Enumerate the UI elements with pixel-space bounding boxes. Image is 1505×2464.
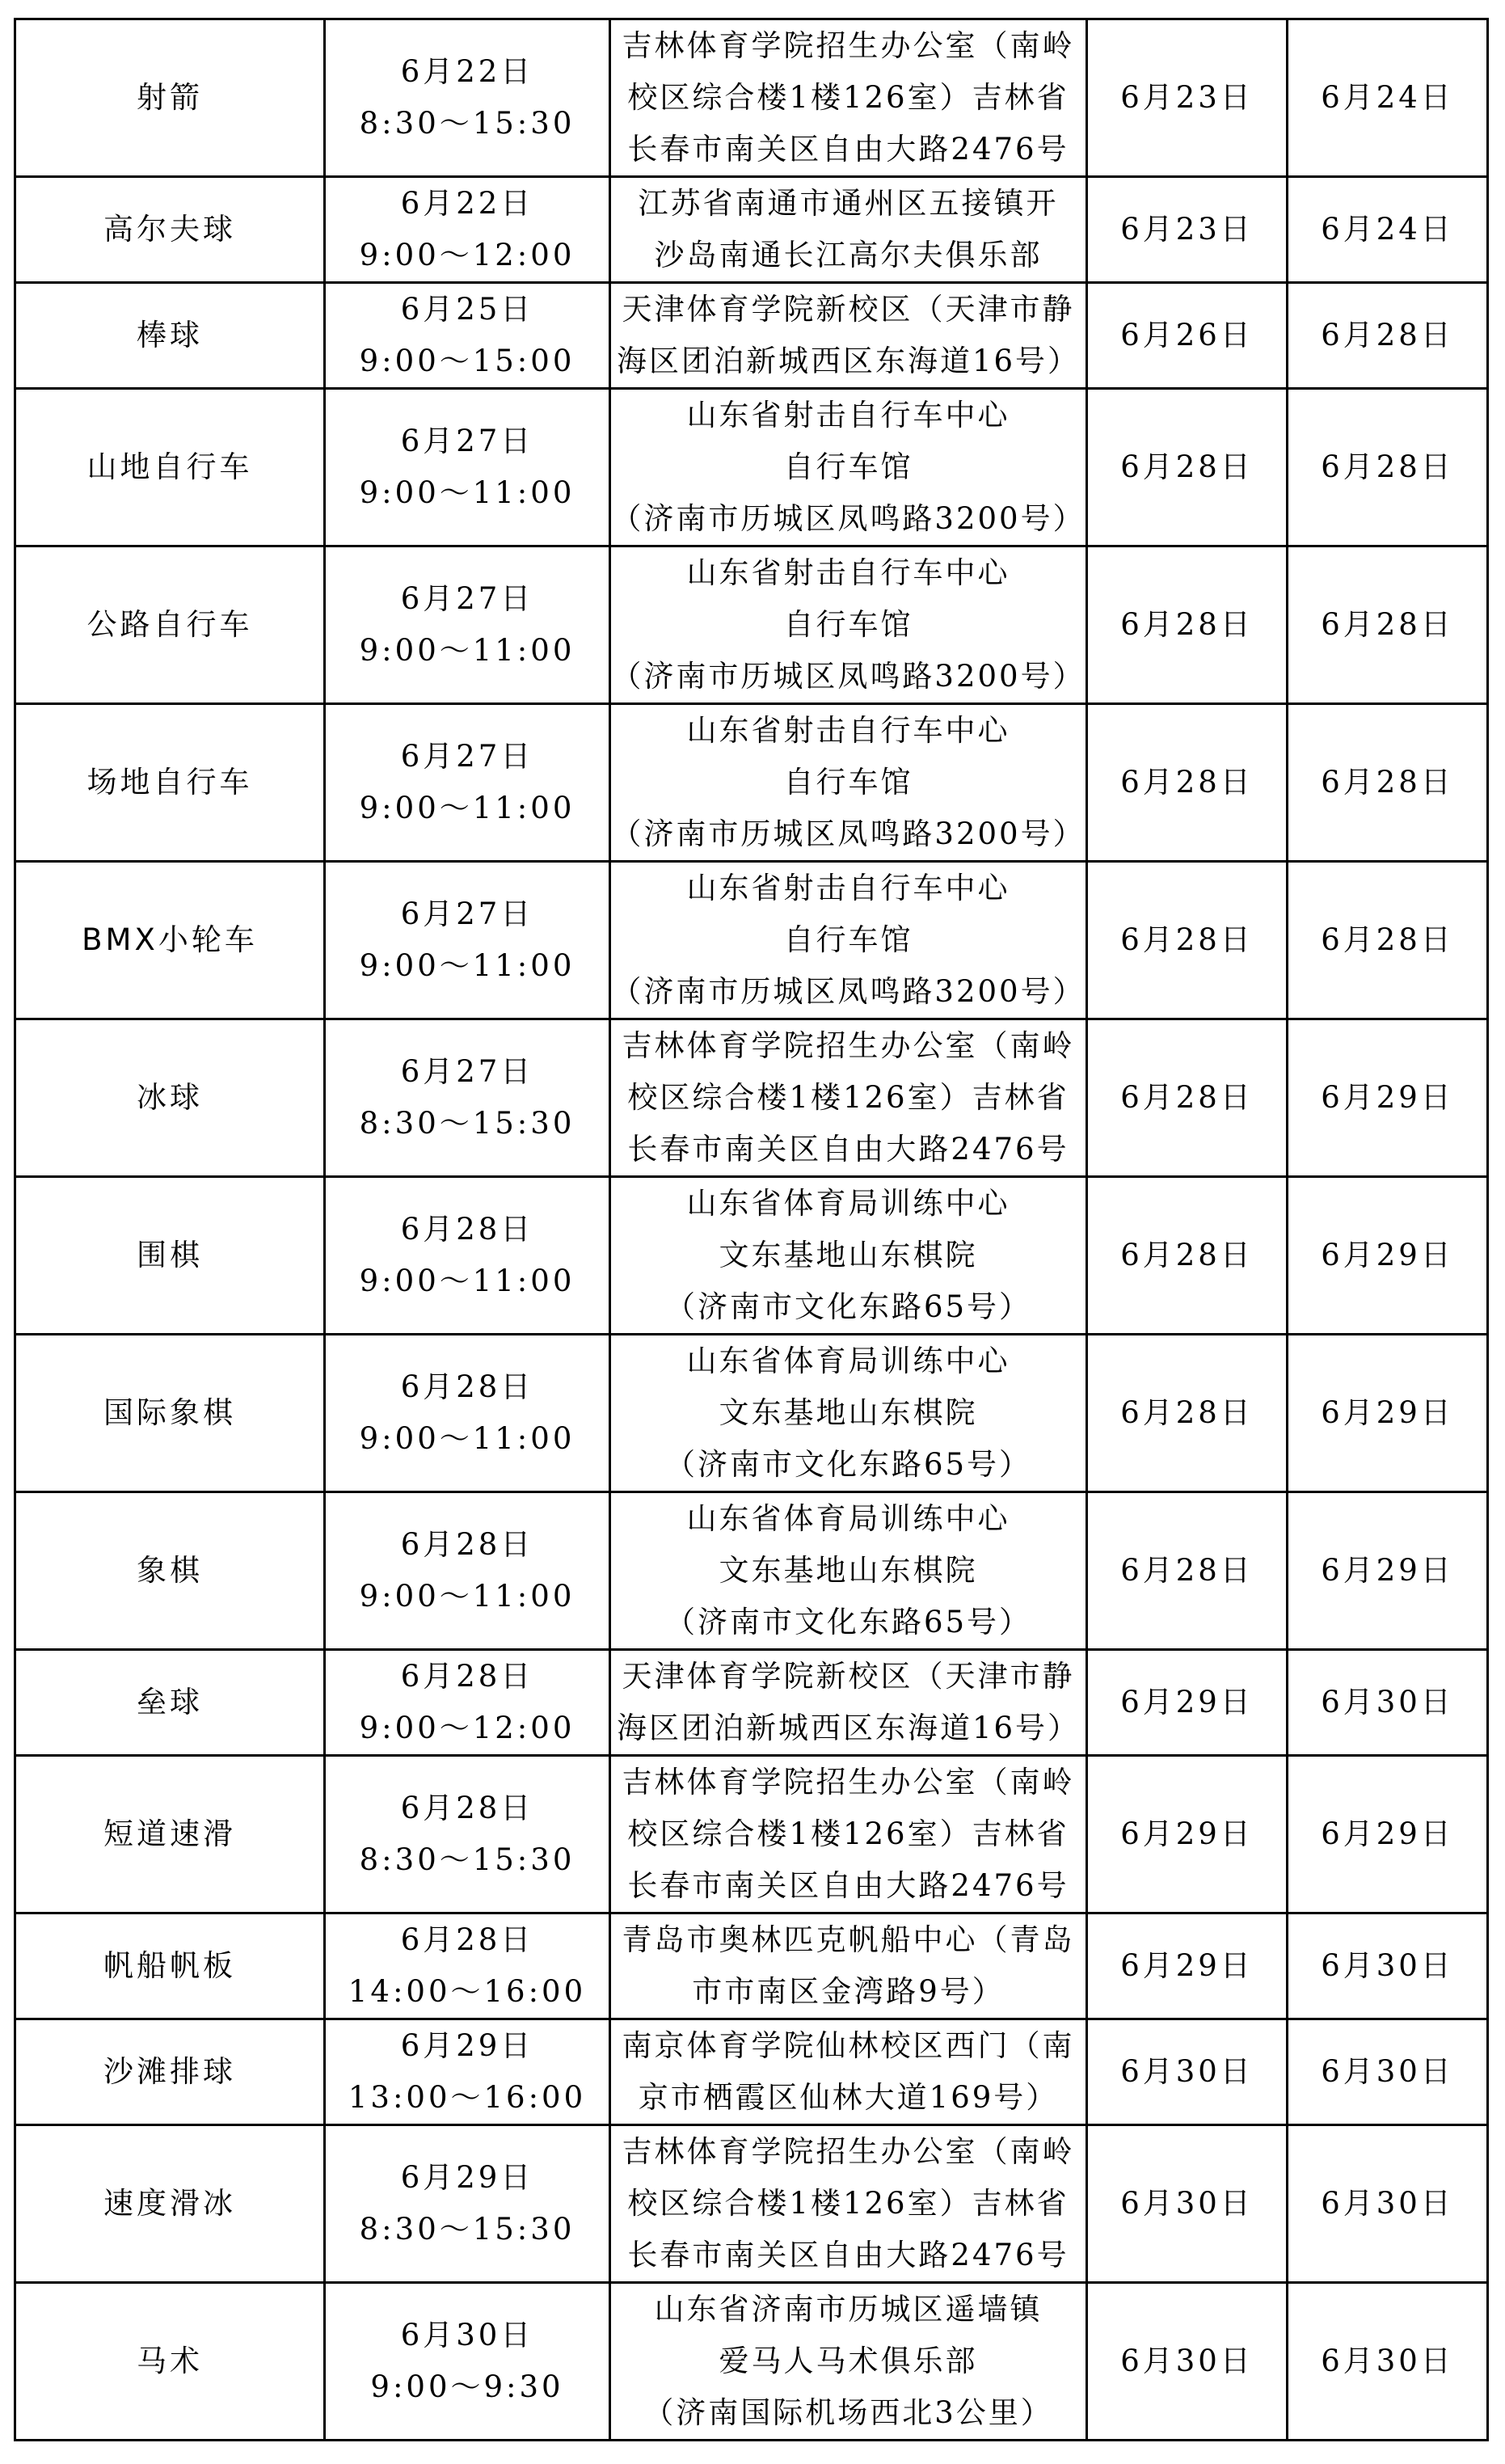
sport-cell [15,862,325,1019]
date-value: 6月29日 [1321,1395,1454,1430]
sport-name: 马术 [137,2344,203,2378]
test-address-cell [610,2125,1087,2283]
date-cell [1087,177,1288,283]
test-datetime-cell [325,283,610,389]
address-line: 校区综合楼1楼126室）吉林省 [627,1080,1069,1115]
test-time: 9:00～11:00 [359,633,575,668]
address-line: （济南市历城区凤鸣路3200号） [611,816,1086,851]
address-line: 吉林体育学院招生办公室（南岭 [622,1765,1075,1799]
date-cell [1087,1177,1288,1335]
test-date: 6月25日 [400,292,534,327]
test-datetime-cell [325,389,610,546]
test-datetime-cell [325,1756,610,1913]
test-time: 9:00～11:00 [359,948,575,983]
date-value: 6月28日 [1321,765,1454,800]
sport-cell [15,1019,325,1177]
sport-cell [15,2283,325,2441]
date-value: 6月30日 [1120,2186,1254,2221]
sport-name: 围棋 [137,1238,203,1272]
test-date: 6月27日 [400,897,534,931]
test-datetime-cell [325,1177,610,1335]
date-value: 6月30日 [1321,2186,1454,2221]
test-time: 8:30～15:30 [359,1842,575,1877]
date-cell [1288,177,1488,283]
address-line: 沙岛南通长江高尔夫俱乐部 [654,238,1043,272]
test-address-cell [610,1650,1087,1756]
date-value: 6月28日 [1120,449,1254,484]
test-time: 8:30～15:30 [359,106,575,141]
sport-cell [15,2125,325,2283]
address-line: 京市栖霞区仙林大道169号） [638,2080,1059,2115]
date-value: 6月23日 [1120,212,1254,247]
address-line: 山东省射击自行车中心 [686,398,1010,432]
date-cell [1087,1335,1288,1492]
table-row [15,389,1488,546]
test-date: 6月28日 [400,1791,534,1825]
sport-cell [15,1335,325,1492]
table-row [15,1019,1488,1177]
address-line: 吉林体育学院招生办公室（南岭 [622,28,1075,63]
address-line: 海区团泊新城西区东海道16号） [616,1711,1081,1745]
address-line: 吉林体育学院招生办公室（南岭 [622,1028,1075,1063]
date-cell [1087,704,1288,862]
test-datetime-cell [325,2019,610,2125]
date-cell [1288,389,1488,546]
test-date: 6月27日 [400,739,534,774]
address-line: 山东省射击自行车中心 [686,555,1010,590]
test-datetime-cell [325,2125,610,2283]
test-time: 9:00～9:30 [370,2369,564,2404]
test-datetime-cell [325,1650,610,1756]
address-line: 校区综合楼1楼126室）吉林省 [627,80,1069,115]
date-value: 6月29日 [1321,1080,1454,1115]
test-address-cell [610,283,1087,389]
test-date: 6月27日 [400,424,534,458]
test-time: 9:00～11:00 [359,1264,575,1298]
test-address-cell [610,1913,1087,2019]
date-value: 6月28日 [1120,922,1254,957]
test-date: 6月30日 [400,2318,534,2352]
test-date: 6月27日 [400,1054,534,1089]
test-datetime-cell [325,19,610,177]
date-value: 6月28日 [1321,318,1454,352]
address-line: 山东省射击自行车中心 [686,871,1010,905]
address-line: 山东省体育局训练中心 [686,1186,1010,1221]
table-row [15,1492,1488,1650]
sport-cell [15,1177,325,1335]
date-cell [1288,283,1488,389]
sport-cell [15,283,325,389]
address-line: 文东基地山东棋院 [719,1238,978,1272]
sport-name: 象棋 [137,1553,203,1588]
test-time: 13:00～16:00 [348,2080,587,2115]
test-datetime-cell [325,1492,610,1650]
date-cell [1087,2283,1288,2441]
schedule-table [14,18,1489,2441]
date-cell [1288,1913,1488,2019]
test-date: 6月22日 [400,186,534,221]
test-address-cell [610,1019,1087,1177]
date-cell [1288,1650,1488,1756]
date-value: 6月29日 [1120,1685,1254,1719]
date-value: 6月28日 [1120,1080,1254,1115]
date-value: 6月30日 [1321,1948,1454,1983]
address-line: （济南市文化东路65号） [664,1605,1032,1639]
date-cell [1087,2125,1288,2283]
date-value: 6月23日 [1120,80,1254,115]
date-value: 6月28日 [1120,1238,1254,1272]
test-date: 6月29日 [400,2160,534,2195]
test-datetime-cell [325,704,610,862]
address-line: 山东省济南市历城区遥墙镇 [654,2292,1043,2327]
date-cell [1288,2019,1488,2125]
test-date: 6月28日 [400,1527,534,1562]
test-time: 9:00～12:00 [359,1711,575,1745]
table-row [15,546,1488,704]
test-time: 9:00～11:00 [359,1579,575,1614]
address-line: （济南市历城区凤鸣路3200号） [611,501,1086,536]
table-row [15,2283,1488,2441]
table-row [15,1335,1488,1492]
date-cell [1288,1756,1488,1913]
table-row [15,1650,1488,1756]
address-line: 山东省体育局训练中心 [686,1344,1010,1378]
sport-cell [15,177,325,283]
address-line: （济南市文化东路65号） [664,1289,1032,1324]
test-date: 6月29日 [400,2028,534,2063]
address-line: 文东基地山东棋院 [719,1553,978,1588]
date-cell [1087,283,1288,389]
date-value: 6月28日 [1321,607,1454,642]
date-cell [1288,1492,1488,1650]
test-address-cell [610,1177,1087,1335]
date-cell [1087,1492,1288,1650]
sport-name: 帆船帆板 [103,1948,236,1983]
date-value: 6月29日 [1321,1816,1454,1851]
sport-name: 国际象棋 [103,1395,236,1430]
test-datetime-cell [325,862,610,1019]
test-datetime-cell [325,1335,610,1492]
address-line: 天津体育学院新校区（天津市静 [622,292,1075,327]
test-time: 9:00～11:00 [359,1421,575,1456]
test-address-cell [610,389,1087,546]
test-date: 6月28日 [400,1922,534,1957]
date-cell [1087,862,1288,1019]
test-date: 6月22日 [400,54,534,89]
address-line: 爱马人马术俱乐部 [719,2344,978,2378]
test-address-cell [610,1335,1087,1492]
sport-name: 高尔夫球 [103,212,236,247]
test-address-cell [610,1756,1087,1913]
date-value: 6月30日 [1321,2344,1454,2378]
address-line: 山东省体育局训练中心 [686,1501,1010,1536]
address-line: 南京体育学院仙林校区西门（南 [622,2028,1075,2063]
sport-name: 射箭 [137,80,203,115]
test-date: 6月28日 [400,1212,534,1247]
sport-name: 短道速滑 [103,1816,236,1851]
date-cell [1087,546,1288,704]
test-address-cell [610,19,1087,177]
test-time: 9:00～12:00 [359,238,575,272]
test-time: 9:00～11:00 [359,791,575,825]
test-datetime-cell [325,177,610,283]
sport-cell [15,1756,325,1913]
address-line: 江苏省南通市通州区五接镇开 [638,186,1059,221]
date-value: 6月29日 [1321,1238,1454,1272]
sport-name: 场地自行车 [86,765,253,800]
test-address-cell [610,1492,1087,1650]
date-cell [1087,1650,1288,1756]
date-value: 6月29日 [1321,1553,1454,1588]
date-cell [1087,1019,1288,1177]
date-cell [1087,2019,1288,2125]
test-datetime-cell [325,1019,610,1177]
test-date: 6月27日 [400,581,534,616]
sport-name: 山地自行车 [86,449,253,484]
date-cell [1288,546,1488,704]
address-line: 校区综合楼1楼126室）吉林省 [627,1816,1069,1851]
address-line: （济南市历城区凤鸣路3200号） [611,974,1086,1009]
date-cell [1288,19,1488,177]
address-line: 长春市南关区自由大路2476号 [627,132,1069,167]
date-cell [1087,389,1288,546]
date-cell [1087,1756,1288,1913]
table-row [15,1756,1488,1913]
table-row [15,862,1488,1019]
test-date: 6月28日 [400,1659,534,1694]
address-line: 海区团泊新城西区东海道16号） [616,344,1081,378]
test-address-cell [610,2283,1087,2441]
date-cell [1288,704,1488,862]
date-value: 6月28日 [1120,765,1254,800]
sport-name: 棒球 [137,318,203,352]
table-row [15,704,1488,862]
date-cell [1288,1019,1488,1177]
test-time: 8:30～15:30 [359,2212,575,2247]
table-row [15,283,1488,389]
sport-name: 速度滑冰 [103,2186,236,2221]
date-value: 6月28日 [1120,607,1254,642]
date-cell [1087,19,1288,177]
address-line: 山东省射击自行车中心 [686,713,1010,748]
table-row [15,177,1488,283]
date-value: 6月30日 [1120,2054,1254,2089]
address-line: 市市南区金湾路9号） [692,1974,1005,2009]
sport-cell [15,19,325,177]
date-value: 6月28日 [1120,1553,1254,1588]
test-time: 9:00～15:00 [359,344,575,378]
date-cell [1288,1177,1488,1335]
table-row [15,1913,1488,2019]
date-value: 6月30日 [1321,1685,1454,1719]
address-line: 长春市南关区自由大路2476号 [627,1132,1069,1167]
test-datetime-cell [325,1913,610,2019]
sport-cell [15,2019,325,2125]
address-line: 文东基地山东棋院 [719,1395,978,1430]
address-line: 自行车馆 [783,449,913,484]
sport-name: BMX小轮车 [82,922,258,957]
test-address-cell [610,546,1087,704]
sport-name: 公路自行车 [86,607,253,642]
table-row [15,2019,1488,2125]
test-datetime-cell [325,546,610,704]
test-time: 9:00～11:00 [359,475,575,510]
address-line: （济南国际机场西北3公里） [643,2395,1053,2430]
date-cell [1087,1913,1288,2019]
test-address-cell [610,177,1087,283]
sport-cell [15,389,325,546]
address-line: （济南市历城区凤鸣路3200号） [611,659,1086,694]
test-datetime-cell [325,2283,610,2441]
address-line: 青岛市奥林匹克帆船中心（青岛 [622,1922,1075,1957]
date-value: 6月30日 [1120,2344,1254,2378]
address-line: 自行车馆 [783,765,913,800]
sport-name: 垒球 [137,1685,203,1719]
sport-name: 沙滩排球 [103,2054,236,2089]
address-line: 长春市南关区自由大路2476号 [627,1868,1069,1903]
date-value: 6月29日 [1120,1948,1254,1983]
address-line: 吉林体育学院招生办公室（南岭 [622,2134,1075,2169]
test-time: 8:30～15:30 [359,1106,575,1141]
date-cell [1288,1335,1488,1492]
date-cell [1288,862,1488,1019]
sport-cell [15,1492,325,1650]
test-address-cell [610,704,1087,862]
date-value: 6月28日 [1120,1395,1254,1430]
date-value: 6月24日 [1321,80,1454,115]
address-line: 校区综合楼1楼126室）吉林省 [627,2186,1069,2221]
test-address-cell [610,2019,1087,2125]
address-line: （济南市文化东路65号） [664,1447,1032,1482]
sport-name: 冰球 [137,1080,203,1115]
date-value: 6月30日 [1321,2054,1454,2089]
test-address-cell [610,862,1087,1019]
table-row [15,2125,1488,2283]
address-line: 天津体育学院新校区（天津市静 [622,1659,1075,1694]
address-line: 长春市南关区自由大路2476号 [627,2238,1069,2272]
date-value: 6月28日 [1321,922,1454,957]
date-value: 6月24日 [1321,212,1454,247]
date-cell [1288,2125,1488,2283]
date-value: 6月26日 [1120,318,1254,352]
date-value: 6月28日 [1321,449,1454,484]
date-cell [1288,2283,1488,2441]
address-line: 自行车馆 [783,922,913,957]
schedule-table-body [15,19,1488,2441]
sport-cell [15,546,325,704]
table-row [15,19,1488,177]
sport-cell [15,704,325,862]
sport-cell [15,1913,325,2019]
address-line: 自行车馆 [783,607,913,642]
table-row [15,1177,1488,1335]
sport-cell [15,1650,325,1756]
test-time: 14:00～16:00 [348,1974,587,2009]
test-date: 6月28日 [400,1369,534,1404]
date-value: 6月29日 [1120,1816,1254,1851]
